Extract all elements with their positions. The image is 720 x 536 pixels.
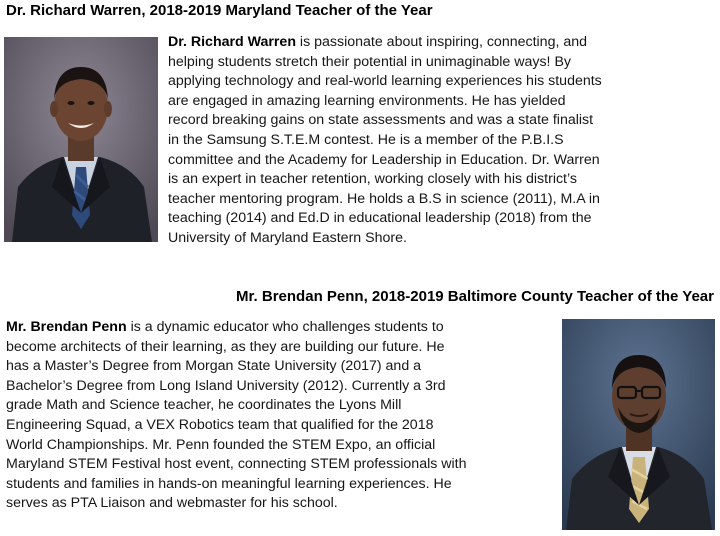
teacher2-bio-line: grade Math and Science teacher, he coordinates the Lyons Mill — [6, 397, 402, 414]
teacher2-bio-line — [6, 318, 554, 338]
teacher2-bio-text: is a dynamic educator who challenges students to — [126, 319, 444, 335]
teacher1-bio-line — [168, 33, 716, 53]
teacher1-bio-line: in the Samsung S.T.E.M contest. He is a member of the P.B.I.S — [168, 131, 564, 148]
teacher1-bio-line: are engaged in amazing learning environments. He has yielded — [168, 92, 566, 109]
teacher2-bio-line: World Championships. Mr. Penn founded the STEM Expo, an official — [6, 436, 436, 453]
teacher2-bio-line: Maryland STEM Festival host event, connecting STEM professionals with — [6, 456, 467, 473]
teacher1-photo — [4, 37, 158, 242]
teacher1-bio-text: is passionate about inspiring, connecting, and — [295, 34, 588, 50]
teacher1-bio-line: is an expert in teacher retention, working closely with his district’s — [168, 171, 577, 188]
teacher2-bio-line: has a Master’s Degree from Morgan State University (2017) and a — [6, 358, 422, 375]
teacher2-heading: Mr. Brendan Penn, 2018-2019 Baltimore County Teacher of the Year — [236, 288, 714, 305]
teacher2-name: Mr. Brendan Penn — [6, 319, 127, 335]
teacher2-photo — [562, 319, 715, 530]
teacher1-bio-line: teacher mentoring program. He holds a B.S in science (2011), M.A in — [168, 190, 600, 207]
teacher2-bio-line: Bachelor’s Degree from Long Island University (2012). Currently a 3rd — [6, 377, 446, 394]
teacher1-heading: Dr. Richard Warren, 2018-2019 Maryland Teacher of the Year — [6, 2, 433, 19]
teacher2-bio-line: become architects of their learning, as they are building our future. He — [6, 338, 445, 355]
teacher1-name: Dr. Richard Warren — [168, 34, 296, 50]
teacher2-bio-line: serves as PTA Liaison and webmaster for his school. — [6, 495, 338, 512]
teacher1-bio-line: University of Maryland Eastern Shore. — [168, 229, 407, 246]
teacher1-bio-line: record breaking gains on state assessments and was a state finalist — [168, 112, 594, 129]
teacher1-bio-line: committee and the Academy for Leadership in Education. Dr. Warren — [168, 151, 600, 168]
portrait-illustration-1 — [4, 37, 158, 242]
teacher1-bio-line: applying technology and real-world learning experiences his students — [168, 73, 602, 90]
teacher2-bio-line: Engineering Squad, a VEX Robotics team that qualified for the 2018 — [6, 416, 434, 433]
teacher2-bio — [6, 318, 554, 514]
teacher2-bio-line: students and families in hands-on meaningful learning experiences. He — [6, 475, 452, 492]
teacher1-bio-line: helping students stretch their potential in unimaginable ways! By — [168, 53, 571, 70]
portrait-illustration-2 — [562, 319, 715, 530]
teacher1-bio — [168, 33, 716, 249]
teacher1-bio-line: teaching (2014) and Ed.D in educational leadership (2018) from the — [168, 210, 592, 227]
